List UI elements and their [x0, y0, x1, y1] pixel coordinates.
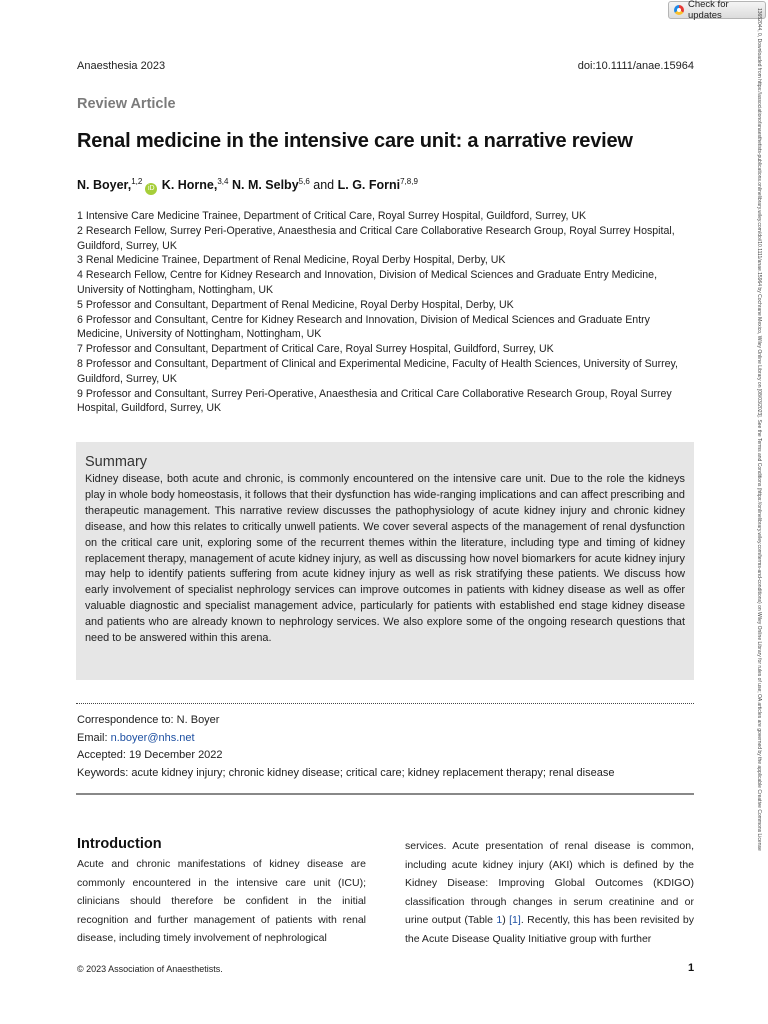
- summary-text: Kidney disease, both acute and chronic, is commonly encountered on the intensive care unit. Due to the role the kidneys play in whole body homeostasis, it follows that their dysfunction has wide-ranging implications and can affect prescribing and therapeutic management. This narrative review discusses the pathophysiology of acute kidney injury and chronic kidney disease, and how this relates to critically unwell patients. We cover several aspects of the management of renal dysfunction on the critical care unit, exploring some of the recurrent themes within the literature, including type and timing of kidney replacement therapy, management of acute kidney injury, as well as discussing how novel biomarkers for acute kidney injury may help to identify patients suffering from acute kidney injury as well as risk stratifying these patients. We discuss how early involvement of specialist nephrology services can improve outcomes in patients with kidney disease as well as offer valuable diagnostic and specialist management advice, particularly for patients with established end stage kidney disease and patients who are already known to nephrology services. We also explore some of the ongoing research questions that need to be answered within this arena.: [85, 473, 685, 645]
- page-number: 1: [688, 962, 695, 974]
- affiliations: [77, 209, 697, 416]
- affiliation-item: 4 Research Fellow, Centre for Kidney Research and Innovation, Division of Medical Sciences and Graduate Entry Medicine, University of Nottingham, Nottingham, UK: [77, 269, 658, 296]
- copyright: © 2023 Association of Anaesthetists.: [77, 964, 223, 974]
- table-reference-link[interactable]: 1: [496, 914, 503, 927]
- intro-right-column: [405, 837, 694, 949]
- journal-name: Anaesthesia 2023: [77, 60, 166, 72]
- check-for-updates-button[interactable]: [668, 1, 766, 19]
- author-conjunction: and: [313, 178, 335, 193]
- affiliation-item: 5 Professor and Consultant, Department of Renal Medicine, Royal Derby Hospital, Derby, UK: [77, 298, 514, 311]
- dotted-divider: [76, 703, 694, 704]
- intro-text: services. Acute presentation of renal disease is common, including acute kidney injury (AKI) which is defined by the Kidney Disease: Improving Global Outcomes (KDIGO) classification through changes in serum creatinine and or urine output (Table: [405, 840, 694, 927]
- affiliation-item: 7 Professor and Consultant, Department of Critical Care, Royal Surrey Hospital, Guildford, Surrey, UK: [77, 343, 554, 356]
- affiliation-item: 1 Intensive Care Medicine Trainee, Department of Critical Care, Royal Surrey Hospital, Guildford, Surrey, UK: [77, 210, 587, 222]
- summary-box: [76, 442, 694, 680]
- author-affil-ref: 3,4: [217, 177, 229, 186]
- check-for-updates-label: Check for updates: [687, 0, 729, 21]
- author-list: [77, 177, 418, 195]
- introduction-heading: Introduction: [77, 836, 162, 852]
- email-link[interactable]: n.boyer@nhs.net: [110, 731, 195, 744]
- affiliation-item: 8 Professor and Consultant, Department of Clinical and Experimental Medicine, Faculty of Health Sciences, University of Surrey, Guildford, Surrey, UK: [77, 357, 678, 385]
- email-label: Email:: [77, 731, 111, 744]
- correspondence-block: [77, 712, 614, 782]
- page-title: Renal medicine in the intensive care unit: a narrative review: [77, 130, 633, 152]
- email-line: [77, 730, 614, 748]
- orcid-icon[interactable]: iD: [145, 183, 157, 195]
- author-name[interactable]: K. Horne,: [161, 178, 218, 193]
- intro-text: . Recently, this has been revisited by the Acute Disease Quality Initiative group with further: [405, 914, 694, 945]
- affiliation-item: 2 Research Fellow, Surrey Peri-Operative, Anaesthesia and Critical Care Collaborative Research Group, Royal Surrey Hospital, Guildford, Surrey, UK: [77, 224, 675, 252]
- summary-heading: Summary: [85, 454, 148, 470]
- download-side-note: 13652044, 0, Downloaded from https://associationofanaesthetists-publications.onlinelibrary.wiley.com/doi/10.1111/anae.15964 by Cochrane Mexico, Wiley Online Library on [08/03/2023]. See the Terms and Conditions (https://onlinelibrary.wiley.com/terms-and-conditions) on Wiley Online Library for rules of use; OA articles are governed by the applicable Creative Commons License: [756, 8, 762, 851]
- author-affil-ref: 7,8,9: [400, 177, 418, 186]
- intro-left-column: Acute and chronic manifestations of kidney disease are commonly encountered in the intensive care unit (ICU); clinicians should therefore be confident in the initial recognition and further management of patients with renal disease, including timely involvement of nephrological: [77, 858, 366, 945]
- affiliation-item: 3 Renal Medicine Trainee, Department of Renal Medicine, Royal Derby Hospital, Derby, UK: [77, 254, 506, 267]
- author-affil-ref: 5,6: [298, 177, 310, 186]
- article-type: Review Article: [77, 96, 176, 112]
- doi-link[interactable]: doi:10.1111/anae.15964: [577, 60, 694, 72]
- affiliation-item: 9 Professor and Consultant, Surrey Peri-Operative, Anaesthesia and Critical Care Collaborative Research Group, Royal Surrey Hospital, Guildford, Surrey, UK: [77, 387, 672, 415]
- section-divider: [76, 793, 694, 795]
- keywords: Keywords: acute kidney injury; chronic kidney disease; critical care; kidney replacement therapy; renal disease: [77, 766, 615, 779]
- affiliation-item: 6 Professor and Consultant, Centre for Kidney Research and Innovation, Division of Medical Sciences and Graduate Entry Medicine, University of Nottingham, Nottingham, UK: [77, 313, 650, 341]
- intro-text: ): [502, 914, 510, 927]
- accepted-date: Accepted: 19 December 2022: [77, 749, 223, 761]
- author-name[interactable]: L. G. Forni: [337, 178, 401, 193]
- citation-link[interactable]: [1]: [509, 914, 521, 927]
- crossmark-icon: [674, 5, 684, 15]
- author-affil-ref: 1,2: [131, 177, 143, 186]
- correspondence-line: Correspondence to: N. Boyer: [77, 714, 220, 726]
- author-name[interactable]: N. M. Selby: [231, 178, 299, 193]
- author-name[interactable]: N. Boyer,: [77, 178, 132, 193]
